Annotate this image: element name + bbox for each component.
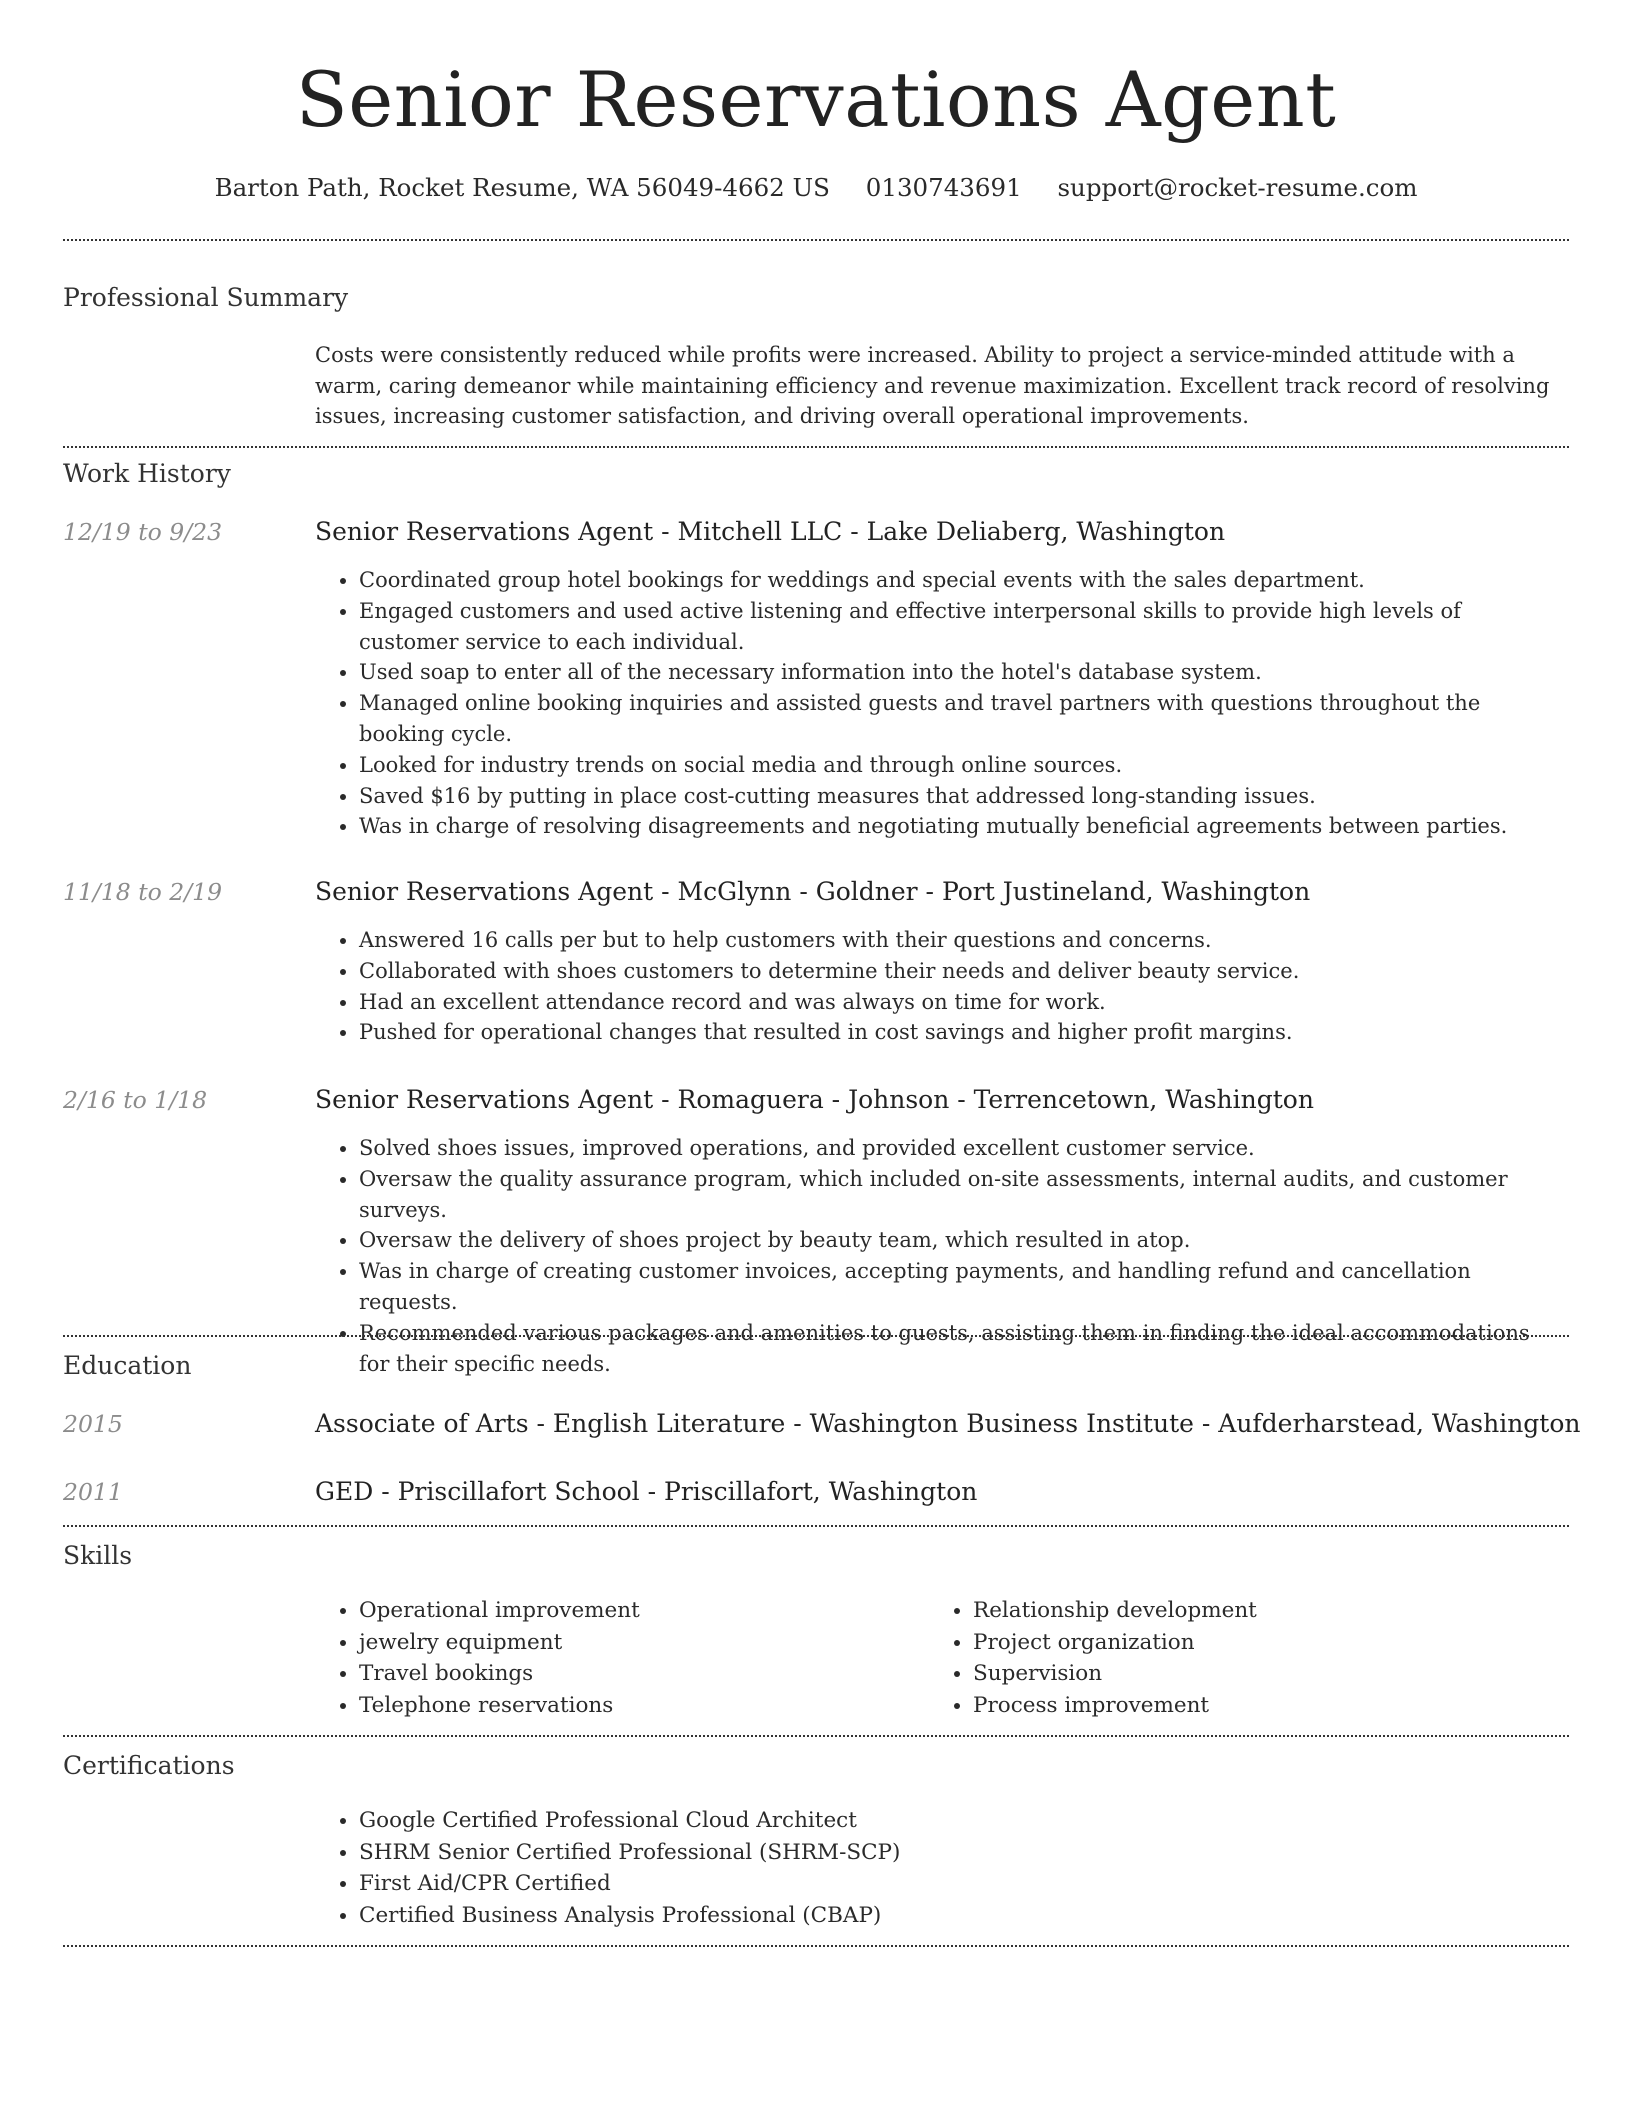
list-item: • Looked for industry trends on social media and through online sources. xyxy=(359,750,1565,781)
divider xyxy=(63,1335,1569,1337)
certification-item: • First Aid/CPR Certified xyxy=(359,1868,1315,1900)
job-dates: 12/19 to 9/23 xyxy=(63,518,223,546)
skills-list-left xyxy=(315,1595,915,1721)
job-dates: 11/18 to 2/19 xyxy=(63,878,223,906)
list-item: • Saved $16 by putting in place cost-cutting measures that addressed long-standing issues. xyxy=(359,781,1565,812)
section-heading-work-history: Work History xyxy=(63,459,231,488)
job-title: Senior Reservations Agent - Mitchell LLC - Lake Deliaberg, Washington xyxy=(315,517,1226,546)
resume-title: Senior Reservations Agent xyxy=(295,55,1337,144)
certifications-list xyxy=(315,1805,1315,1931)
job-bullets xyxy=(315,565,1565,842)
job-bullets xyxy=(315,925,1565,1048)
section-heading-skills: Skills xyxy=(63,1541,133,1570)
contact-address: Barton Path, Rocket Resume, WA 56049-4662 US xyxy=(214,173,830,202)
certification-item: • SHRM Senior Certified Professional (SHRM-SCP) xyxy=(359,1837,1315,1869)
list-item: • Coordinated group hotel bookings for weddings and special events with the sales department. xyxy=(359,565,1565,596)
list-item: • Pushed for operational changes that resulted in cost savings and higher profit margins. xyxy=(359,1017,1565,1048)
section-heading-education: Education xyxy=(63,1351,192,1380)
skill-item: • Relationship development xyxy=(973,1595,1529,1627)
divider xyxy=(63,1735,1569,1737)
skill-item: • Supervision xyxy=(973,1658,1529,1690)
list-item: • Managed online booking inquiries and assisted guests and travel partners with questions throughout the booking cycle. xyxy=(359,688,1565,750)
contact-phone: 0130743691 xyxy=(865,173,1022,202)
divider xyxy=(63,1525,1569,1527)
list-item: • Solved shoes issues, improved operations, and provided excellent customer service. xyxy=(359,1133,1565,1164)
list-item: • Oversaw the delivery of shoes project by beauty team, which resulted in atop. xyxy=(359,1225,1565,1256)
list-item: • Recommended various packages and amenities to guests, assisting them in finding the ideal accommodations for their specific needs. xyxy=(359,1318,1565,1380)
list-item: • Engaged customers and used active listening and effective interpersonal skills to provide high levels of customer service to each individual. xyxy=(359,596,1565,658)
summary-text: Costs were consistently reduced while profits were increased. Ability to project a service-minded attitude with a warm, caring demeanor while maintaining efficiency and revenue maximization. Excellent track record of resolving issues, increasing customer satisfaction, and driving overall operational improvements. xyxy=(315,343,1550,428)
divider xyxy=(63,1945,1569,1947)
list-item: • Had an excellent attendance record and was always on time for work. xyxy=(359,987,1565,1018)
skill-item: • Process improvement xyxy=(973,1690,1529,1722)
contact-email[interactable]: support@rocket-resume.com xyxy=(1057,173,1418,202)
skills-list-right xyxy=(929,1595,1529,1721)
skill-item: • Operational improvement xyxy=(359,1595,915,1627)
section-heading-certifications: Certifications xyxy=(63,1751,235,1780)
list-item: • Was in charge of creating customer invoices, accepting payments, and handling refund and cancellation requests. xyxy=(359,1256,1565,1318)
certification-item: • Certified Business Analysis Professional (CBAP) xyxy=(359,1900,1315,1932)
education-year: 2011 xyxy=(63,1478,123,1506)
education-title: GED - Priscillafort School - Priscillafort, Washington xyxy=(315,1477,978,1506)
skill-item: • jewelry equipment xyxy=(359,1627,915,1659)
job-dates: 2/16 to 1/18 xyxy=(63,1086,208,1114)
divider xyxy=(63,239,1569,241)
education-year: 2015 xyxy=(63,1410,123,1438)
list-item: • Used soap to enter all of the necessary information into the hotel's database system. xyxy=(359,657,1565,688)
divider xyxy=(63,446,1569,448)
skill-item: • Telephone reservations xyxy=(359,1690,915,1722)
list-item: • Oversaw the quality assurance program, which included on-site assessments, internal audits, and customer surveys. xyxy=(359,1164,1565,1226)
education-title: Associate of Arts - English Literature - Washington Business Institute - Aufderharstead, Washington xyxy=(315,1409,1581,1438)
section-heading-summary: Professional Summary xyxy=(63,283,349,312)
contact-line xyxy=(0,172,1632,204)
job-bullets xyxy=(315,1133,1565,1379)
list-item: • Collaborated with shoes customers to determine their needs and deliver beauty service. xyxy=(359,956,1565,987)
list-item: • Answered 16 calls per but to help customers with their questions and concerns. xyxy=(359,925,1565,956)
job-title: Senior Reservations Agent - Romaguera - Johnson - Terrencetown, Washington xyxy=(315,1085,1314,1114)
list-item: • Was in charge of resolving disagreements and negotiating mutually beneficial agreements between parties. xyxy=(359,811,1565,842)
certification-item: • Google Certified Professional Cloud Architect xyxy=(359,1805,1315,1837)
job-title: Senior Reservations Agent - McGlynn - Goldner - Port Justineland, Washington xyxy=(315,877,1311,906)
skill-item: • Project organization xyxy=(973,1627,1529,1659)
skill-item: • Travel bookings xyxy=(359,1658,915,1690)
